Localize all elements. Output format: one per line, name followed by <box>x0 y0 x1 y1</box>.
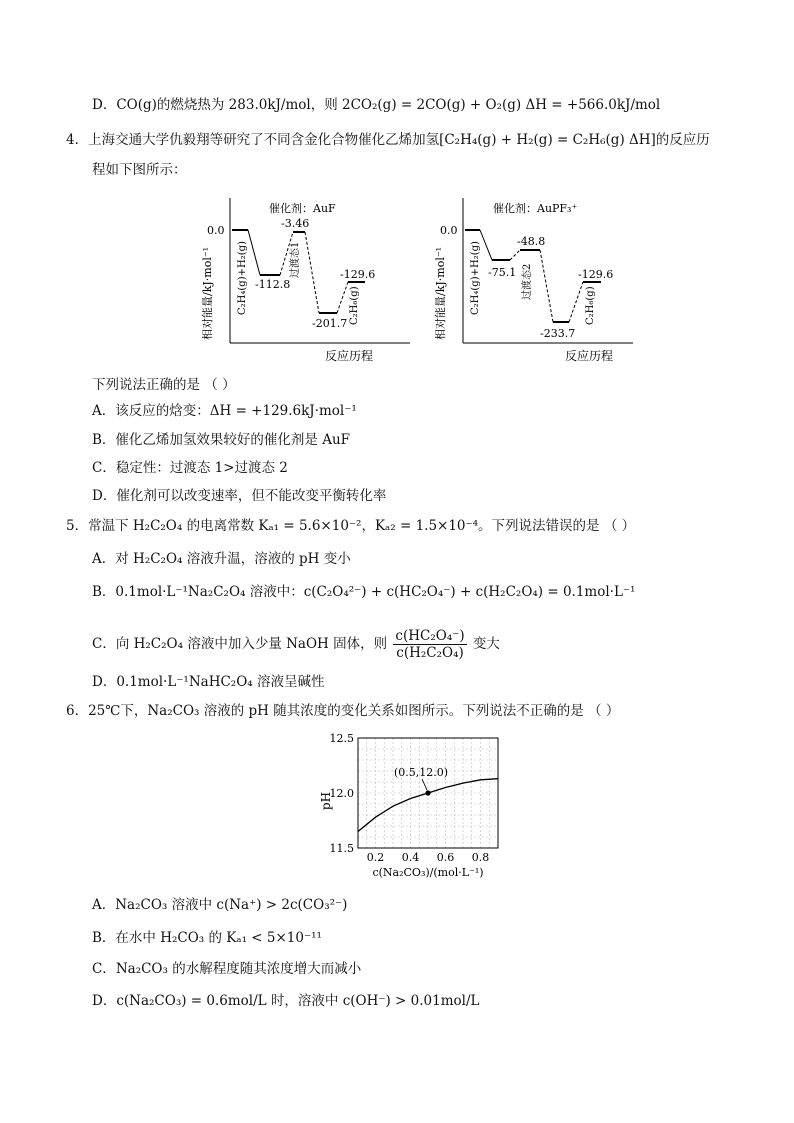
energy-diagram-aupf3 <box>433 198 633 363</box>
annotated-point <box>425 790 430 795</box>
right-level-2: -48.8 <box>517 235 546 248</box>
q4-stem-line1: 4．上海交通大学仇毅翔等研究了不同含金化合物催化乙烯加氢[C₂H₄(g) + H₂(g) = C₂H₆(g) ΔH]的反应历 <box>66 132 710 148</box>
y-tick-label: 12.5 <box>329 732 354 745</box>
ph-chart <box>300 728 510 883</box>
left-level-0: 0.0 <box>207 224 225 237</box>
right-ylabel: 相对能量/kJ·mol⁻¹ <box>434 246 447 340</box>
energy-diagram-auf <box>200 198 410 363</box>
left-reactant-label: C₂H₄(g)+H₂(g) <box>237 241 248 315</box>
q5-fraction-den: c(H₂C₂O₄) <box>396 645 464 662</box>
q4-option-b: B．催化乙烯加氢效果较好的催化剂是 AuF <box>92 432 351 448</box>
right-product-label: C₂H₆(g) <box>585 286 596 325</box>
q6-option-a: A．Na₂CO₃ 溶液中 c(Na⁺) > 2c(CO₃²⁻) <box>92 897 348 913</box>
right-catalyst: 催化剂：AuPF₃⁺ <box>493 202 578 215</box>
x-tick-label: 0.6 <box>436 851 455 864</box>
right-level-1: -75.1 <box>488 266 517 279</box>
q6-stem: 6．25℃下，Na₂CO₃ 溶液的 pH 随其浓度的变化关系如图所示。下列说法不正确的是 （ ） <box>66 703 620 719</box>
q5-option-c-post: 变大 <box>472 636 500 653</box>
right-level-3: -233.7 <box>540 327 576 340</box>
right-reactant-label: C₂H₄(g)+H₂(g) <box>470 241 481 315</box>
left-ylabel: 相对能量/kJ·mol⁻¹ <box>201 246 214 340</box>
annotation-label: (0.5,12.0) <box>394 766 449 779</box>
q5-option-a: A．对 H₂C₂O₄ 溶液升温，溶液的 pH 变小 <box>92 551 351 567</box>
annotation-arrow <box>422 779 427 790</box>
left-level-1: -112.8 <box>255 278 291 291</box>
q6-option-b: B．在水中 H₂CO₃ 的 Kₐ₁ < 5×10⁻¹¹ <box>92 930 322 946</box>
right-xlabel: 反应历程 <box>565 349 614 363</box>
q5-option-c-pre: C．向 H₂C₂O₄ 溶液中加入少量 NaOH 固体，则 <box>92 636 388 653</box>
left-level-2: -3.46 <box>281 217 310 230</box>
left-catalyst: 催化剂：AuF <box>269 202 336 215</box>
y-tick-label: 11.5 <box>329 842 354 855</box>
q6-option-c: C．Na₂CO₃ 的水解程度随其浓度增大而减小 <box>92 961 362 977</box>
x-tick-label: 0.4 <box>401 851 420 864</box>
chart-ticks <box>330 732 490 864</box>
left-ts-label: 过渡态1 <box>290 241 301 278</box>
left-product-label: C₂H₆(g) <box>349 286 360 325</box>
q5-option-b: B．0.1mol·L⁻¹Na₂C₂O₄ 溶液中：c(C₂O₄²⁻) + c(HC₂O₄⁻) + c(H₂C₂O₄) = 0.1mol·L⁻¹ <box>92 584 636 600</box>
right-level-0: 0.0 <box>440 224 458 237</box>
q5-option-c <box>92 628 500 661</box>
y-tick-label: 12.0 <box>329 787 354 800</box>
left-xlabel: 反应历程 <box>325 349 374 363</box>
q4-option-a: A．该反应的焓变：ΔH = +129.6kJ·mol⁻¹ <box>92 403 357 419</box>
energy-diagrams <box>195 190 635 365</box>
q4-option-d: D．催化剂可以改变速率，但不能改变平衡转化率 <box>92 488 387 504</box>
chart-ylabel: pH <box>319 791 333 811</box>
q5-option-d: D．0.1mol·L⁻¹NaHC₂O₄ 溶液呈碱性 <box>92 674 325 690</box>
x-tick-label: 0.8 <box>471 851 490 864</box>
right-level-4: -129.6 <box>578 268 614 281</box>
q5-fraction <box>393 628 466 661</box>
q4-stem-line2: 程如下图所示： <box>92 162 187 178</box>
right-ts-label: 过渡态2 <box>522 263 533 300</box>
q3-option-d: D．CO(g)的燃烧热为 283.0kJ/mol，则 2CO₂(g) = 2CO(g) + O₂(g) ΔH = +566.0kJ/mol <box>92 97 661 113</box>
q4-option-c: C．稳定性：过渡态 1>过渡态 2 <box>92 460 288 476</box>
q5-fraction-num: c(HC₂O₄⁻) <box>395 628 465 644</box>
left-level-3: -201.7 <box>312 317 348 330</box>
chart-xlabel: c(Na₂CO₃)/(mol·L⁻¹) <box>372 866 484 879</box>
q6-option-d: D．c(Na₂CO₃) = 0.6mol/L 时，溶液中 c(OH⁻) > 0.01mol/L <box>92 993 480 1009</box>
left-level-4: -129.6 <box>340 268 376 281</box>
q4-question: 下列说法正确的是 （ ） <box>92 377 236 393</box>
q5-stem: 5．常温下 H₂C₂O₄ 的电离常数 Kₐ₁ = 5.6×10⁻²，Kₐ₂ = 1.5×10⁻⁴。下列说法错误的是 （ ） <box>66 518 636 534</box>
x-tick-label: 0.2 <box>366 851 385 864</box>
